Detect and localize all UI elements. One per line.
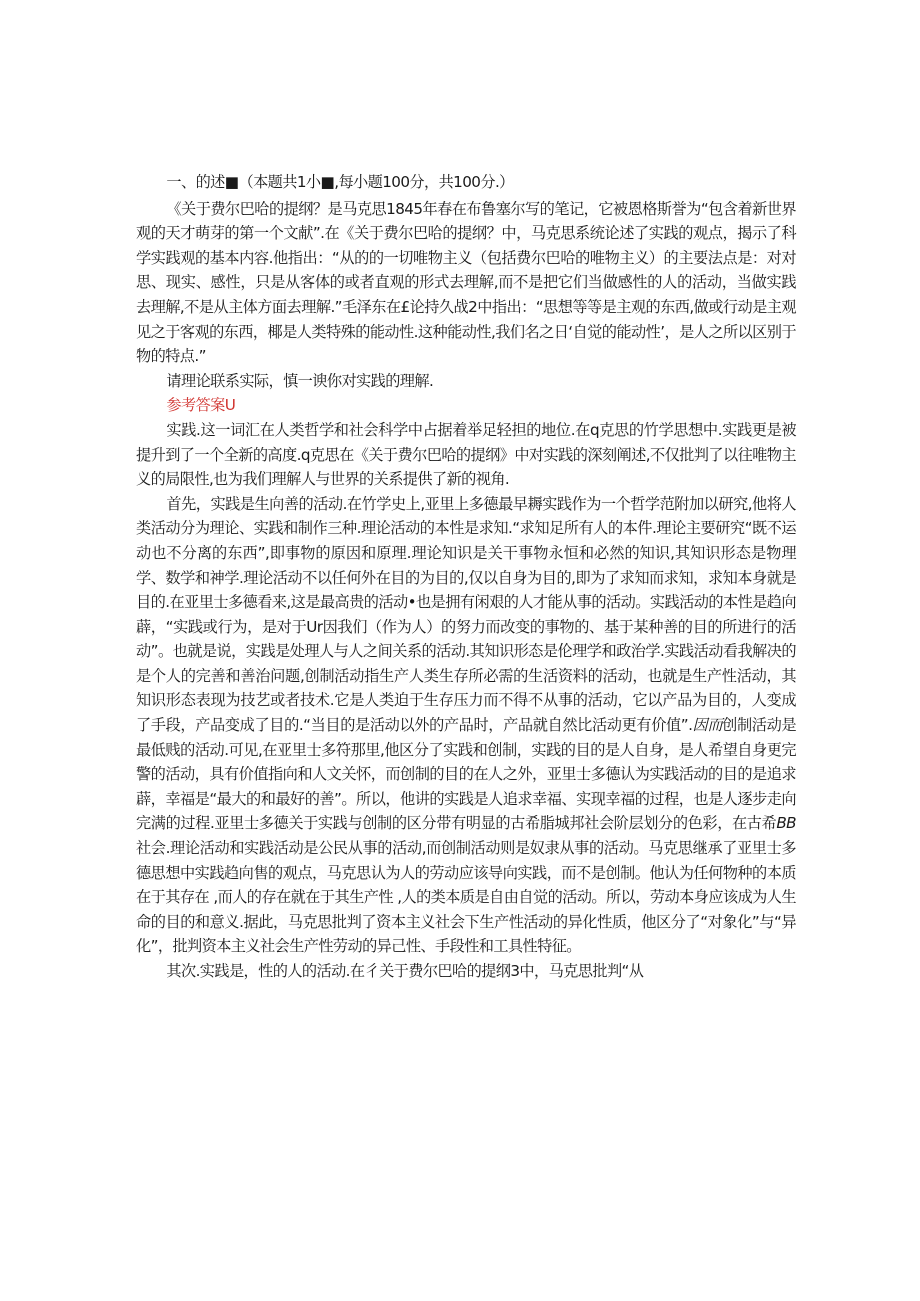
question-paragraph: 《关于费尔巴哈的提纲？是马克思1845年春在布鲁塞尔写的笔记，它被恩格斯誉为“包含着新世界观的天才萌芽的第一个文献”.在《关于费尔巴哈的提纲？中，马克思系统论述了实践的观点，揭示了科学实践观的基本内容.他指出：“从的的一切唯物主义（包括费尔巴哈的唯物主义）的主要法点是：对对思、现实、感性，只是从客体的或者直观的形式去理解,而不是把它们当做感性的人的活动，当做实践去理解,不是从主体方面去理解.”毛泽东在£论持久战2中指出：“思想等等是主观的东西,做或行动是主观见之于客观的东西，椰是人类特殊的能动性.这种能动性,我们名之日‘自觉的能动性’，是人之所以区别于物的特点.” <box>136 199 796 366</box>
answer-paragraph-2-part-b: 创制活动是最低贱的活动.可见,在亚里士多符那里,他区分了实践和创制，实践的目的是人自身，是人希望自身更完警的活动，具有价值指向和人文关怀，而创制的目的在人之外，亚里士多德认为实践活动的目的是追求薜，幸福是“最大的和最好的善”。所以，他讲的实践是人追求幸福、实现幸福的过程，也是人逐步走向完满的过程.亚里士多德关于实践与创制的区分带有明显的古希脂城邦社会阶层划分的色彩，在古希 <box>136 716 796 833</box>
question-block <box>136 197 796 394</box>
answer-paragraph-1: 实践.这一词汇在人类哲学和社会科学中占据着举足轻担的地位.在q克思的竹学思想中.实践更是被提升到了一个全新的高度.q克思在《关于费尔巴哈的提纲》中对实践的深刻阐述,不仅批判了以往唯物主义的局限性,也为我们理解人与世界的关系提供了新的视角. <box>136 420 796 489</box>
answer-paragraph-2-italic-a: 因而 <box>692 716 723 735</box>
answer-paragraph-2-part-c: 社会.理论活动和实践活动是公民从事的活动,而创制活动则是奴隶从事的活动。马克思继承了亚里士多德思想中实践趋向售的观点，马克思认为人的劳动应该导向实践，而不是创制。他认为任何物种的本质在于其存在 ,而人的存在就在于其生产性 ,人的类本质是自由自觉的活动。所以，劳动本身应该成为人生命的目的和意义.据此，马克思批判了资本主义社会下生产性活动的异化性质，他区分了“对象化”与“异化”，批判资本主义社会生产性劳动的异己性、手段性和工具性特征。 <box>136 839 796 956</box>
answer-paragraph-2-italic-b: BB <box>776 814 796 833</box>
section-heading: 一、的述■（本题共1小■,每小题100分，共100分.） <box>166 173 514 191</box>
answer-label: 参考答案U <box>166 396 236 415</box>
document-body <box>136 170 796 984</box>
question-prompt: 请理论联系实际，慎一谀你对实践的理解. <box>166 371 434 390</box>
answer-paragraph-2-part-a: 首先，实践是生向善的活动.在竹学史上,亚里上多德最早耨实践作为一个哲学范附加以研究,他将人类活动分为理论、实践和制作三种.理论活动的本性是求知.“求知足所有人的本件.理论主要研究“既不运动也不分离的东西”,即事物的原因和原理.理论知识是关干事物永恒和必然的知识,其知识形态是物理学、数学和神学.理论活动不以任何外在目的为目的,仅以自身为目的,即为了求知而求知，求知本身就是目的.在亚里士多德看来,这是最高贵的活动•也是拥有闲艰的人才能从事的活动。实践活动的本性是趋向薜，“实践或行为，是对于Ur因我们（作为人）的努力而改变的事物的、基于某种善的目的所进行的活动”。也就是说，实践是处理人与人之间关系的活动.其知识形态是伦理学和政治学.实践活动看我解决的是个人的完善和善治问题,创制活动指生产人类生存所必需的生活资料的活动，也就是生产性活动，其知识形态表现为技艺或者技术.它是人类迫于生存压力而不得不从事的活动，它以产品为目的，人变成了手段，产品变成了目的.“当目的是活动以外的产品时，产品就自然比活动更有价值”. <box>136 494 796 735</box>
answer-block <box>136 418 796 984</box>
answer-paragraph-3: 其次.实践是，性的人的活动.在彳关于费尔巴哈的提纲3中，马克思批判“从 <box>166 962 644 980</box>
answer-paragraph-2 <box>136 492 796 959</box>
